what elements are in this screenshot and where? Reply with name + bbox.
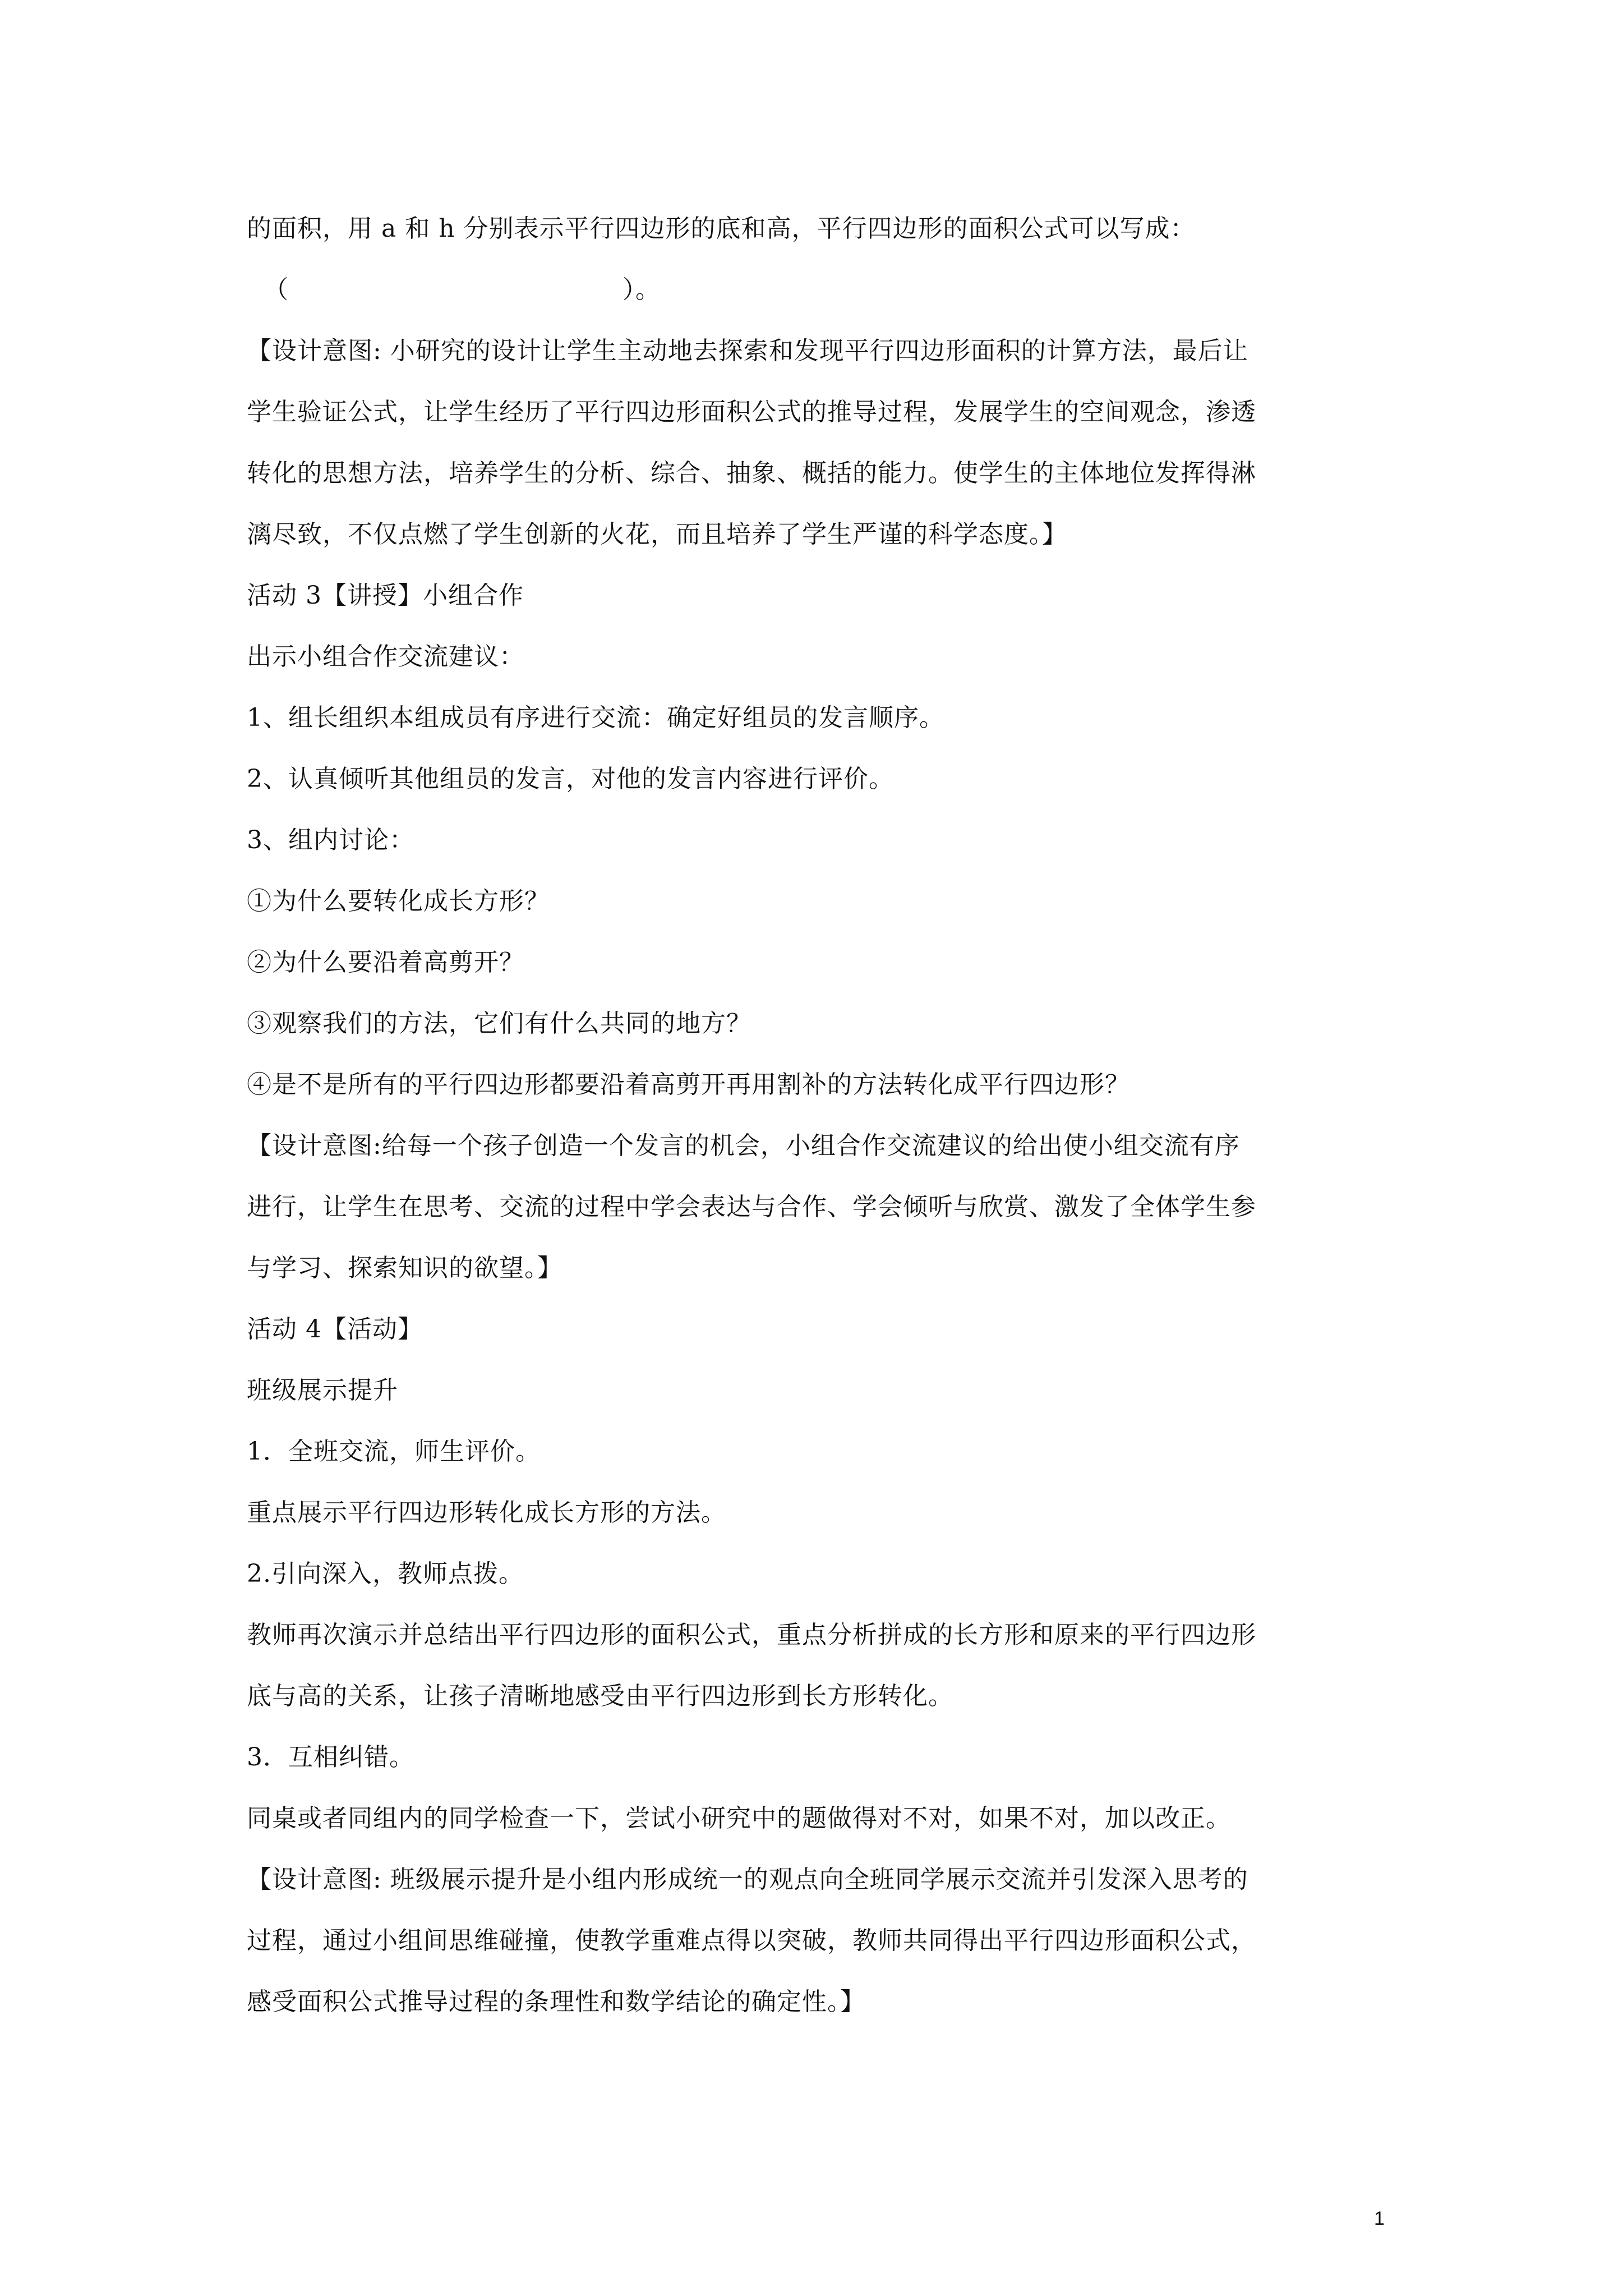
discussion-question-3: ③观察我们的方法，它们有什么共同的地方？ [247,1009,751,1038]
design-intent-3-line-1: 【设计意图: 班级展示提升是小组内形成统一的观点向全班同学展示交流并引发深入思考的 [247,1865,1248,1894]
suggestion-item-3: 3、组内讨论： [247,826,414,854]
design-intent-1-line-1: 【设计意图: 小研究的设计让学生主动地去探索和发现平行四边形面积的计算方法，最后让 [247,337,1248,365]
class-showcase-title: 班级展示提升 [247,1376,398,1405]
showcase-step-2-detail-line-2: 底与高的关系，让孩子清晰地感受由平行四边形到长方形转化。 [247,1682,953,1710]
activity-4-heading: 活动 4【活动】 [247,1315,423,1343]
showcase-step-2-detail-line-1: 教师再次演示并总结出平行四边形的面积公式，重点分析拼成的长方形和原来的平行四边形 [247,1621,1256,1649]
suggestion-item-1: 1、组长组织本组成员有序进行交流：确定好组员的发言顺序。 [247,703,944,732]
design-intent-3-line-2: 过程，通过小组间思维碰撞，使教学重难点得以突破，教师共同得出平行四边形面积公式， [247,1926,1256,1955]
suggestion-item-2: 2、认真倾听其他组员的发言，对他的发言内容进行评价。 [247,765,894,793]
blank-close-paren: ）。 [623,275,661,304]
showcase-step-1: 1．全班交流，师生评价。 [247,1437,541,1466]
group-suggestion-intro: 出示小组合作交流建议： [247,642,524,671]
showcase-step-3: 3．互相纠错。 [247,1743,414,1772]
page-number: 1 [1374,2208,1385,2229]
design-intent-1-line-4: 漓尽致，不仅点燃了学生创新的火花，而且培养了学生严谨的科学态度。】 [247,520,1067,549]
discussion-question-1: ①为什么要转化成长方形？ [247,887,550,915]
discussion-question-4: ④是不是所有的平行四边形都要沿着高剪开再用割补的方法转化成平行四边形？ [247,1070,1130,1099]
discussion-question-2: ②为什么要沿着高剪开？ [247,948,524,977]
blank-open-paren: （ [264,275,289,304]
design-intent-1-line-2: 学生验证公式，让学生经历了平行四边形面积公式的推导过程，发展学生的空间观念，渗透 [247,398,1256,426]
design-intent-3-line-3: 感受面积公式推导过程的条理性和数学结论的确定性。】 [247,1987,865,2016]
design-intent-2-line-1: 【设计意图:给每一个孩子创造一个发言的机会，小组合作交流建议的给出使小组交流有序 [247,1131,1240,1160]
text-line-formula-intro: 的面积，用 a 和 h 分别表示平行四边形的底和高，平行四边形的面积公式可以写成： [247,214,1196,243]
showcase-step-3-detail: 同桌或者同组内的同学检查一下，尝试小研究中的题做得对不对，如果不对，加以改正。 [247,1804,1231,1833]
design-intent-2-line-2: 进行，让学生在思考、交流的过程中学会表达与合作、学会倾听与欣赏、激发了全体学生参 [247,1193,1256,1221]
design-intent-1-line-3: 转化的思想方法，培养学生的分析、综合、抽象、概括的能力。使学生的主体地位发挥得淋 [247,459,1256,487]
showcase-step-1-detail: 重点展示平行四边形转化成长方形的方法。 [247,1498,726,1527]
activity-3-heading: 活动 3【讲授】小组合作 [247,581,524,610]
showcase-step-2: 2.引向深入，教师点拨。 [247,1559,524,1588]
design-intent-2-line-3: 与学习、探索知识的欲望。】 [247,1254,562,1282]
